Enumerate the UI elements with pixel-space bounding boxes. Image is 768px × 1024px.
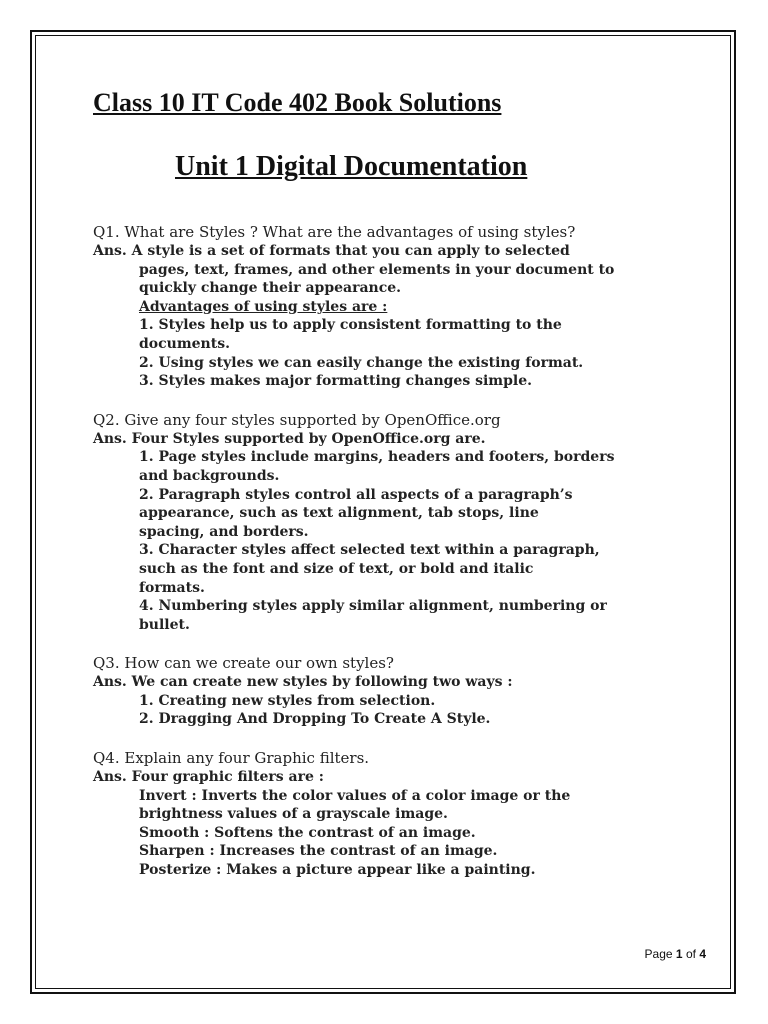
answer-head: Ans. A style is a set of formats that you can apply to selected — [93, 243, 570, 259]
answer-head: Ans. We can create new styles by following two ways : — [93, 674, 513, 691]
question-4: Q4. Explain any four Graphic filters. — [93, 749, 370, 768]
answer-point: Sharpen : Increases the contrast of an image. — [139, 843, 498, 860]
answer-point: brightness values of a grayscale image. — [139, 806, 448, 823]
answer-3 — [93, 673, 693, 729]
document-title: Class 10 IT Code 402 Book Solutions — [93, 88, 502, 117]
answer-point: such as the font and size of text, or bold and italic — [139, 560, 534, 577]
document-content — [93, 88, 693, 880]
question-3: Q3. How can we create our own styles? — [93, 654, 394, 673]
answer-point: documents. — [139, 335, 230, 352]
answer-point: 1. Creating new styles from selection. — [139, 692, 436, 709]
answer-point: 2. Using styles we can easily change the existing format. — [139, 354, 584, 371]
answer-point: spacing, and borders. — [139, 523, 309, 540]
answer-point: appearance, such as text alignment, tab stops, line — [139, 505, 539, 522]
answer-point: 1. Styles help us to apply consistent formatting to the — [139, 317, 562, 334]
total-pages: 4 — [699, 947, 706, 961]
answer-head: Ans. Four Styles supported by OpenOffice.org are. — [93, 430, 486, 447]
current-page: 1 — [675, 947, 683, 961]
answer-1 — [93, 242, 693, 391]
question-2: Q2. Give any four styles supported by OpenOffice.org — [93, 410, 501, 429]
answer-line: pages, text, frames, and other elements in your document to — [139, 261, 615, 278]
answer-point: 3. Styles makes major formatting changes simple. — [139, 373, 532, 390]
answer-point: Posterize : Makes a picture appear like a painting. — [139, 862, 536, 879]
answer-point: 1. Page styles include margins, headers and footers, borders — [139, 449, 615, 466]
question-block-2 — [93, 411, 693, 635]
answer-point: 3. Character styles affect selected text within a paragraph, — [139, 542, 600, 559]
of-label: of — [685, 947, 696, 961]
question-block-1 — [93, 223, 693, 391]
advantages-heading: Advantages of using styles are : — [139, 298, 388, 315]
answer-point: and backgrounds. — [139, 467, 280, 484]
answer-point: 2. Dragging And Dropping To Create A Style. — [139, 711, 491, 728]
page-label: Page — [644, 947, 673, 961]
answer-point: Invert : Inverts the color values of a color image or the — [139, 787, 571, 804]
answer-2 — [93, 430, 693, 635]
answer-point: bullet. — [139, 616, 190, 633]
answer-point: 2. Paragraph styles control all aspects of a paragraph’s — [139, 486, 573, 503]
unit-title: Unit 1 Digital Documentation — [175, 151, 528, 182]
answer-point: Smooth : Softens the contrast of an image. — [139, 824, 476, 841]
answer-line: quickly change their appearance. — [139, 280, 402, 297]
answer-4 — [93, 768, 693, 880]
page-number — [645, 947, 706, 961]
answer-head: Ans. Four graphic filters are : — [93, 769, 324, 786]
answer-point: formats. — [139, 579, 205, 596]
question-1: Q1. What are Styles ? What are the advantages of using styles? — [93, 223, 576, 241]
question-block-3 — [93, 654, 693, 729]
question-block-4 — [93, 749, 693, 880]
answer-point: 4. Numbering styles apply similar alignment, numbering or — [139, 598, 607, 615]
